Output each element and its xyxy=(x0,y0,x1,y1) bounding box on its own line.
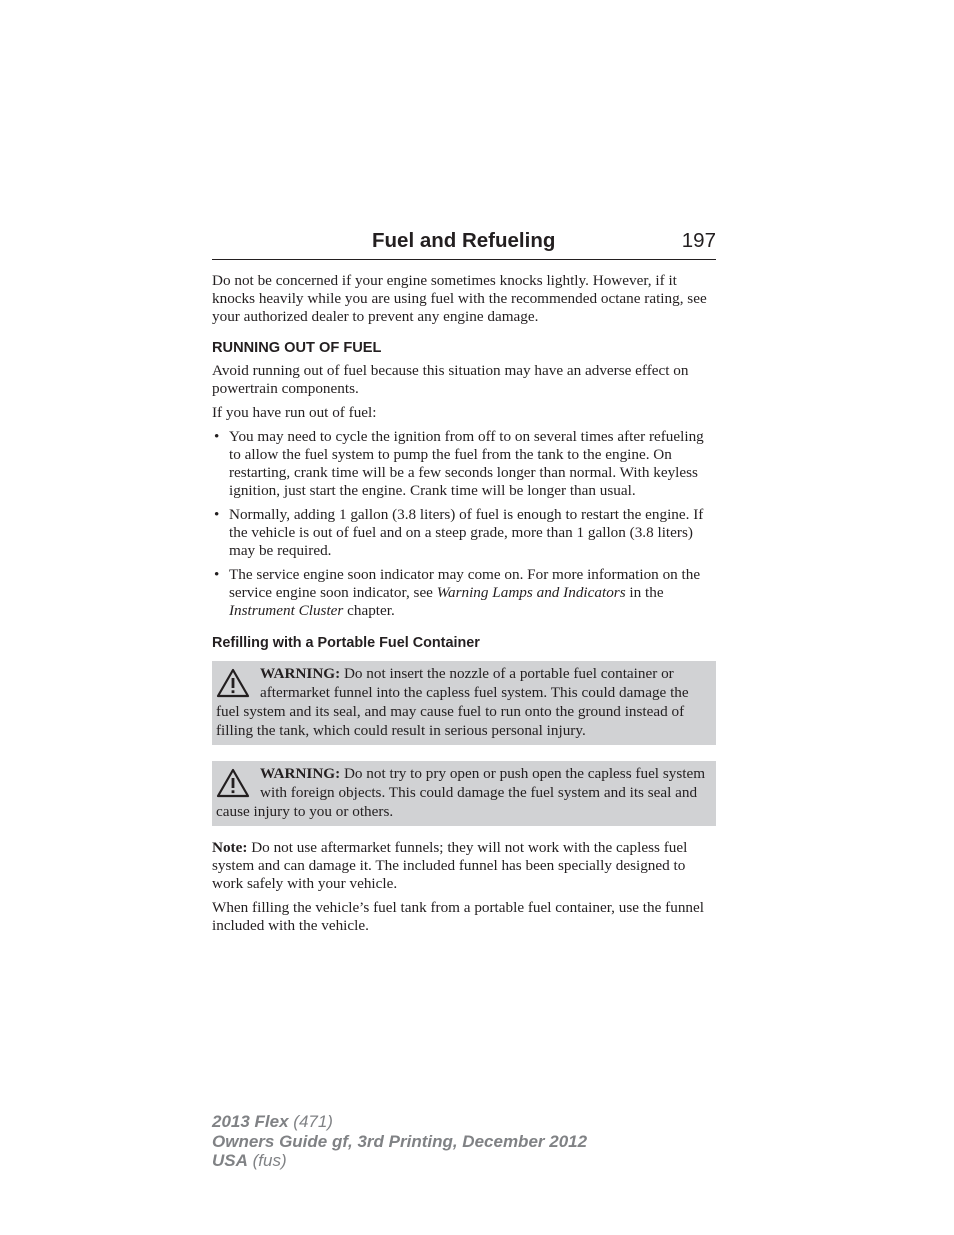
footer-line-edition: Owners Guide gf, 3rd Printing, December 2012 xyxy=(212,1131,588,1151)
warning-box xyxy=(212,661,716,745)
note-label: Note: xyxy=(212,839,248,856)
page-header xyxy=(212,228,716,260)
footer-line-model: 2013 Flex (471) xyxy=(212,1112,333,1131)
paragraph: Avoid running out of fuel because this situation may have an adverse effect on powertrain components. xyxy=(212,362,689,397)
page-content xyxy=(212,228,716,935)
list-item: • The service engine soon indicator may come on. For more information on the service engine soon indicator, see Warning Lamps and Indicators in the Instrument Cluster chapter. xyxy=(214,566,701,619)
paragraph: If you have run out of fuel: xyxy=(212,404,377,421)
bullet-marker: • xyxy=(214,428,220,445)
cross-reference: Instrument Cluster xyxy=(229,602,344,619)
bullet-list xyxy=(212,428,716,620)
warning-box xyxy=(212,761,716,826)
page-title: Fuel and Refueling xyxy=(372,229,556,252)
cross-reference: Warning Lamps and Indicators xyxy=(436,584,626,601)
warning-label: WARNING: xyxy=(260,765,341,782)
page-footer xyxy=(212,1112,587,1171)
warning-text: WARNING: Do not try to pry open or push open the capless fuel system with foreign objects. This could damage the fuel system and its seal and cause injury to you or others. xyxy=(216,765,706,820)
list-item: • You may need to cycle the ignition from off to on several times after refueling to allow the fuel system to pump the fuel from the tank to the engine. On restarting, crank time will be a few seconds longer than normal. With keyless ignition, just start the engine. Crank time will be longer than usual. xyxy=(214,428,704,499)
warning-triangle-icon xyxy=(216,668,250,698)
note-paragraph: Note: Do not use aftermarket funnels; they will not work with the capless fuel system and can damage it. The included funnel has been specially designed to work safely with your vehicle. xyxy=(212,839,688,892)
paragraph: When filling the vehicle’s fuel tank from a portable fuel container, use the funnel included with the vehicle. xyxy=(212,899,704,934)
warning-text: WARNING: Do not insert the nozzle of a portable fuel container or aftermarket funnel into the capless fuel system. This could damage the fuel system and its seal, and may cause fuel to run onto the ground instead of filling the tank, which could result in serious personal injury. xyxy=(216,665,689,739)
subsection-heading-portable-fuel-container: Refilling with a Portable Fuel Container xyxy=(212,635,480,651)
section-heading-running-out-of-fuel: RUNNING OUT OF FUEL xyxy=(212,340,382,356)
warning-triangle-icon xyxy=(216,768,250,798)
bullet-marker: • xyxy=(214,566,220,583)
warning-label: WARNING: xyxy=(260,665,341,682)
list-item: • Normally, adding 1 gallon (3.8 liters) of fuel is enough to restart the engine. If the vehicle is out of fuel and on a steep grade, more than 1 gallon (3.8 liters) may be required. xyxy=(214,506,704,559)
page-number: 197 xyxy=(681,229,716,252)
bullet-marker: • xyxy=(214,506,220,523)
footer-line-region: USA (fus) xyxy=(212,1151,287,1170)
intro-paragraph: Do not be concerned if your engine sometimes knocks lightly. However, if it knocks heavily while you are using fuel with the recommended octane rating, see your authorized dealer to prevent any engine damage. xyxy=(212,272,707,325)
